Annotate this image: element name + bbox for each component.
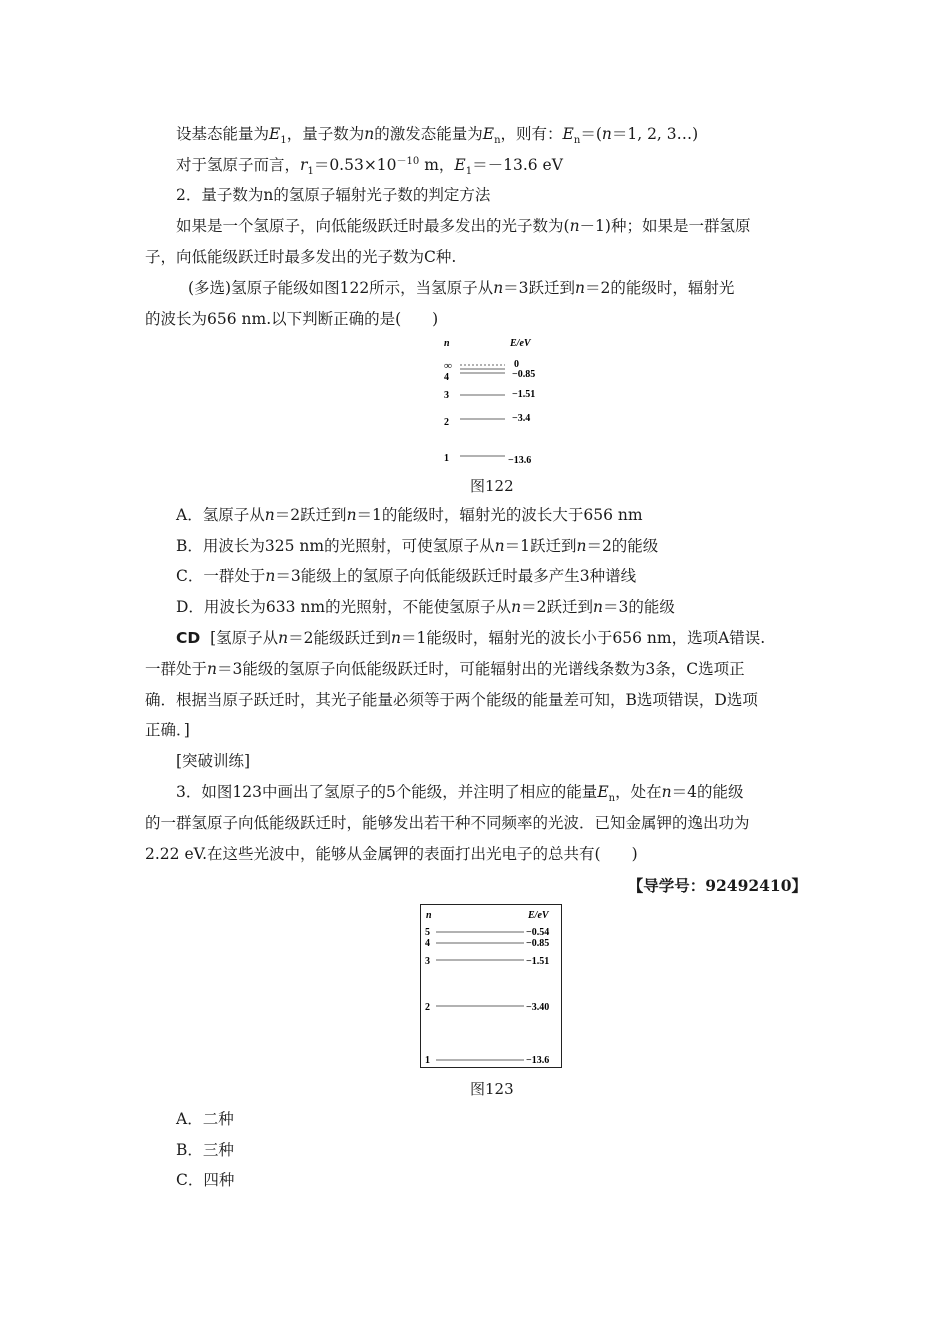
level-label: 4 xyxy=(444,372,449,383)
level-label: 1 xyxy=(444,453,449,464)
n-axis-label: n xyxy=(426,910,432,921)
energy-axis-label: E/eV xyxy=(528,910,549,921)
option-d: D．用波长为633 nm的光照射，不能使氢原子从n＝2跃迁到n＝3的能级 xyxy=(176,598,675,616)
figure-caption: 图122 xyxy=(470,477,514,495)
answer-key: CD xyxy=(176,629,201,647)
paragraph-line: 子，向低能级跃迁时最多发出的光子数为C种. xyxy=(145,248,457,266)
level-label: 1 xyxy=(425,1055,430,1066)
level-label: 3 xyxy=(425,956,430,967)
answer-explanation: CD [氢原子从n＝2能级跃迁到n＝1能级时，辐射光的波长小于656 nm，选项A错误. xyxy=(176,629,766,647)
guide-number: 【导学号：92492410】 xyxy=(627,876,807,895)
question-3-text: 的一群氢原子向低能级跃迁时，能够发出若干种不同频率的光波．已知金属钾的逸出功为 xyxy=(145,814,750,832)
energy-axis-label: E/eV xyxy=(510,338,531,349)
question-text: 的波长为656 nm.以下判断正确的是( ) xyxy=(145,310,439,328)
level-energy: −3.40 xyxy=(526,1002,550,1013)
choice-c: C．四种 xyxy=(176,1171,235,1189)
level-energy: −0.54 xyxy=(526,927,550,938)
formula-line: 设基态能量为$E_1$，量子数为n的激发态能量为$E_n$，则有：$E_n=(n=1$, 2, 3…) xyxy=(176,125,699,147)
level-energy: −13.6 xyxy=(508,455,532,466)
level-label: ∞ xyxy=(444,360,452,372)
level-energy: 0 xyxy=(514,359,519,370)
level-label: 4 xyxy=(425,938,430,949)
section-heading: 2．量子数为n的氢原子辐射光子数的判定方法 xyxy=(176,186,491,204)
energy-level-diagram-123 xyxy=(420,904,562,1068)
level-energy: −1.51 xyxy=(512,389,536,400)
n-axis-label: n xyxy=(444,338,450,349)
level-energy: −13.6 xyxy=(526,1055,550,1066)
figure-caption: 图123 xyxy=(470,1080,514,1098)
option-b: B．用波长为325 nm的光照射，可使氢原子从n＝1跃迁到n＝2的能级 xyxy=(176,537,659,555)
choice-a: A．二种 xyxy=(176,1110,234,1128)
option-a: A．氢原子从n＝2跃迁到n＝1的能级时，辐射光的波长大于656 nm xyxy=(176,506,643,524)
choice-b: B．三种 xyxy=(176,1141,234,1159)
training-heading: [突破训练] xyxy=(176,752,251,770)
answer-explanation: 确．根据当原子跃迁时，其光子能量必须等于两个能级的能量差可知，B选项错误，D选项 xyxy=(145,691,758,709)
level-label: 2 xyxy=(444,417,449,428)
level-label: 3 xyxy=(444,390,449,401)
hydrogen-constants-line: 对于氢原子而言，$r_1=0.53\times 10^{-10}$ m，$E_1=-13.6$ eV xyxy=(176,155,563,178)
answer-explanation: 一群处于n＝3能级的氢原子向低能级跃迁时，可能辐射出的光谱线条数为3条，C选项正 xyxy=(145,660,745,678)
question-3-text: 2.22 eV.在这些光波中，能够从金属钾的表面打出光电子的总共有( ) xyxy=(145,845,638,863)
level-energy: −1.51 xyxy=(526,956,550,967)
level-energy: −3.4 xyxy=(512,413,531,424)
level-energy: −0.85 xyxy=(512,369,536,380)
level-energy: −0.85 xyxy=(526,938,550,949)
level-label: 2 xyxy=(425,1002,430,1013)
paragraph-line: 如果是一个氢原子，向低能级跃迁时最多发出的光子数为(n－1)种；如果是一群氢原 xyxy=(176,217,751,235)
energy-level-diagram-122 xyxy=(440,335,560,470)
level-label: 5 xyxy=(425,927,430,938)
answer-explanation: 正确．] xyxy=(145,721,190,739)
question-3-text: 3．如图123中画出了氢原子的5个能级，并注明了相应的能量$E_n$，处在n＝4的能级 xyxy=(176,783,744,805)
question-text: (多选)氢原子能级如图122所示，当氢原子从n＝3跃迁到n＝2的能级时，辐射光 xyxy=(188,279,735,297)
option-c: C．一群处于n＝3能级上的氢原子向低能级跃迁时最多产生3种谱线 xyxy=(176,567,637,585)
